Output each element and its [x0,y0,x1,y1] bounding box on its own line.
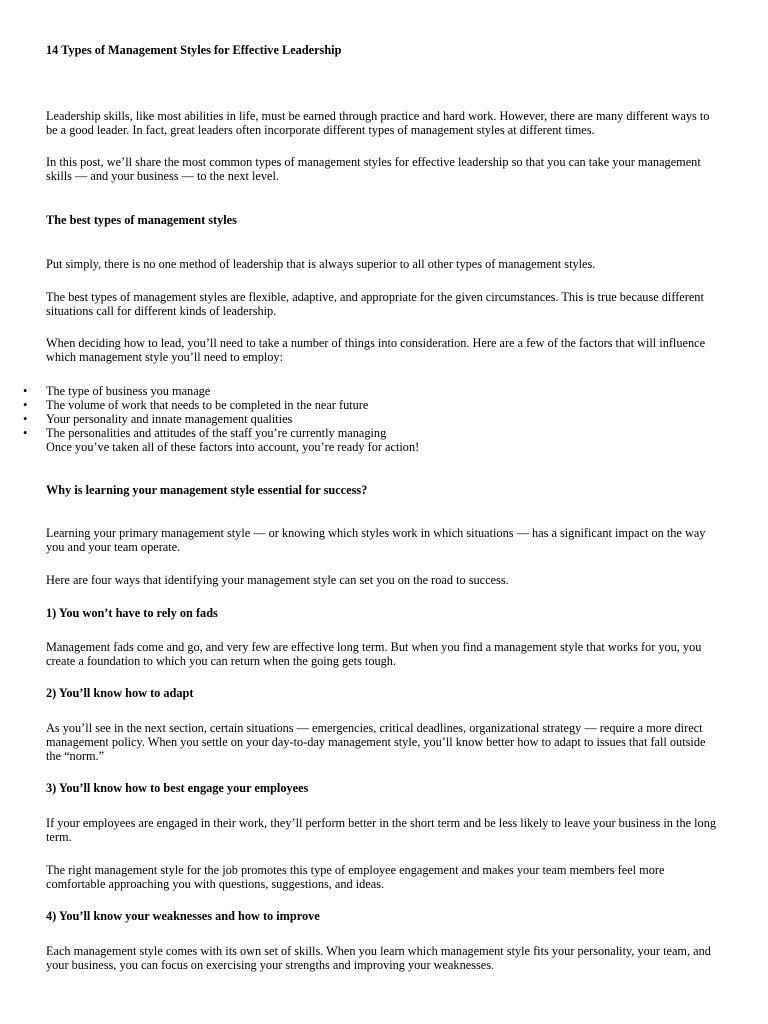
reason-2-paragraph: As you’ll see in the next section, certain situations — emergencies, critical deadlines, organizational strategy — require a more direct management policy. When you settle on your day-to-day management style, you’ll know better how to adapt to issues that fall outside the “norm.” [46,721,706,763]
heading-reason-1: 1) You won’t have to rely on fads [46,606,218,620]
list-item-text: The type of business you manage [46,384,211,398]
best-paragraph-3: When deciding how to lead, you’ll need to take a number of things into consideration. Here are a few of the factors that will influence which management style you’ll need to employ: [46,336,706,364]
list-item-text: Your personality and innate management qualities [46,412,293,426]
factors-conclusion: Once you’ve taken all of these factors into account, you’re ready for action! [46,440,420,454]
best-paragraph-2: The best types of management styles are flexible, adaptive, and appropriate for the given circumstances. This is true because different situations call for different kinds of leadership. [46,290,704,318]
heading-why-learn: Why is learning your management style essential for success? [46,483,368,497]
list-item [23,398,722,412]
document-title: 14 Types of Management Styles for Effective Leadership [46,43,342,57]
list-item [23,384,722,398]
reason-3-paragraph-1: If your employees are engaged in their work, they’ll perform better in the short term and be less likely to leave your business in the long term. [46,816,716,844]
heading-reason-2: 2) You’ll know how to adapt [46,686,194,700]
reason-1-paragraph: Management fads come and go, and very few are effective long term. But when you find a management style that works for you, you create a foundation to which you can return when the going gets tough. [46,640,702,668]
list-item [23,412,722,426]
bullet-icon: • [23,426,28,440]
bullet-icon: • [23,412,28,426]
best-paragraph-1: Put simply, there is no one method of leadership that is always superior to all other types of management styles. [46,257,596,271]
list-item [23,426,722,440]
heading-reason-4: 4) You’ll know your weaknesses and how to improve [46,909,320,923]
intro-paragraph-2: In this post, we’ll share the most common types of management styles for effective leadership so that you can take your management skills — and your business — to the next level. [46,155,701,183]
heading-best-types: The best types of management styles [46,213,237,227]
bullet-icon: • [23,384,28,398]
reason-4-paragraph: Each management style comes with its own set of skills. When you learn which management style fits your personality, your team, and your business, you can focus on exercising your strengths and improving your weaknesses. [46,944,711,972]
why-paragraph-1: Learning your primary management style — or knowing which styles work in which situations — has a significant impact on the way you and your team operate. [46,526,706,554]
bullet-icon: • [23,398,28,412]
heading-reason-3: 3) You’ll know how to best engage your employees [46,781,309,795]
list-item-text: The personalities and attitudes of the staff you’re currently managing [46,426,387,440]
why-paragraph-2: Here are four ways that identifying your management style can set you on the road to success. [46,573,509,587]
factors-list [23,384,722,440]
intro-paragraph-1: Leadership skills, like most abilities in life, must be earned through practice and hard work. However, there are many different ways to be a good leader. In fact, great leaders often incorporate different types of management styles at different times. [46,109,710,137]
reason-3-paragraph-2: The right management style for the job promotes this type of employee engagement and makes your team members feel more comfortable approaching you with questions, suggestions, and ideas. [46,863,665,891]
list-item-text: The volume of work that needs to be completed in the near future [46,398,369,412]
